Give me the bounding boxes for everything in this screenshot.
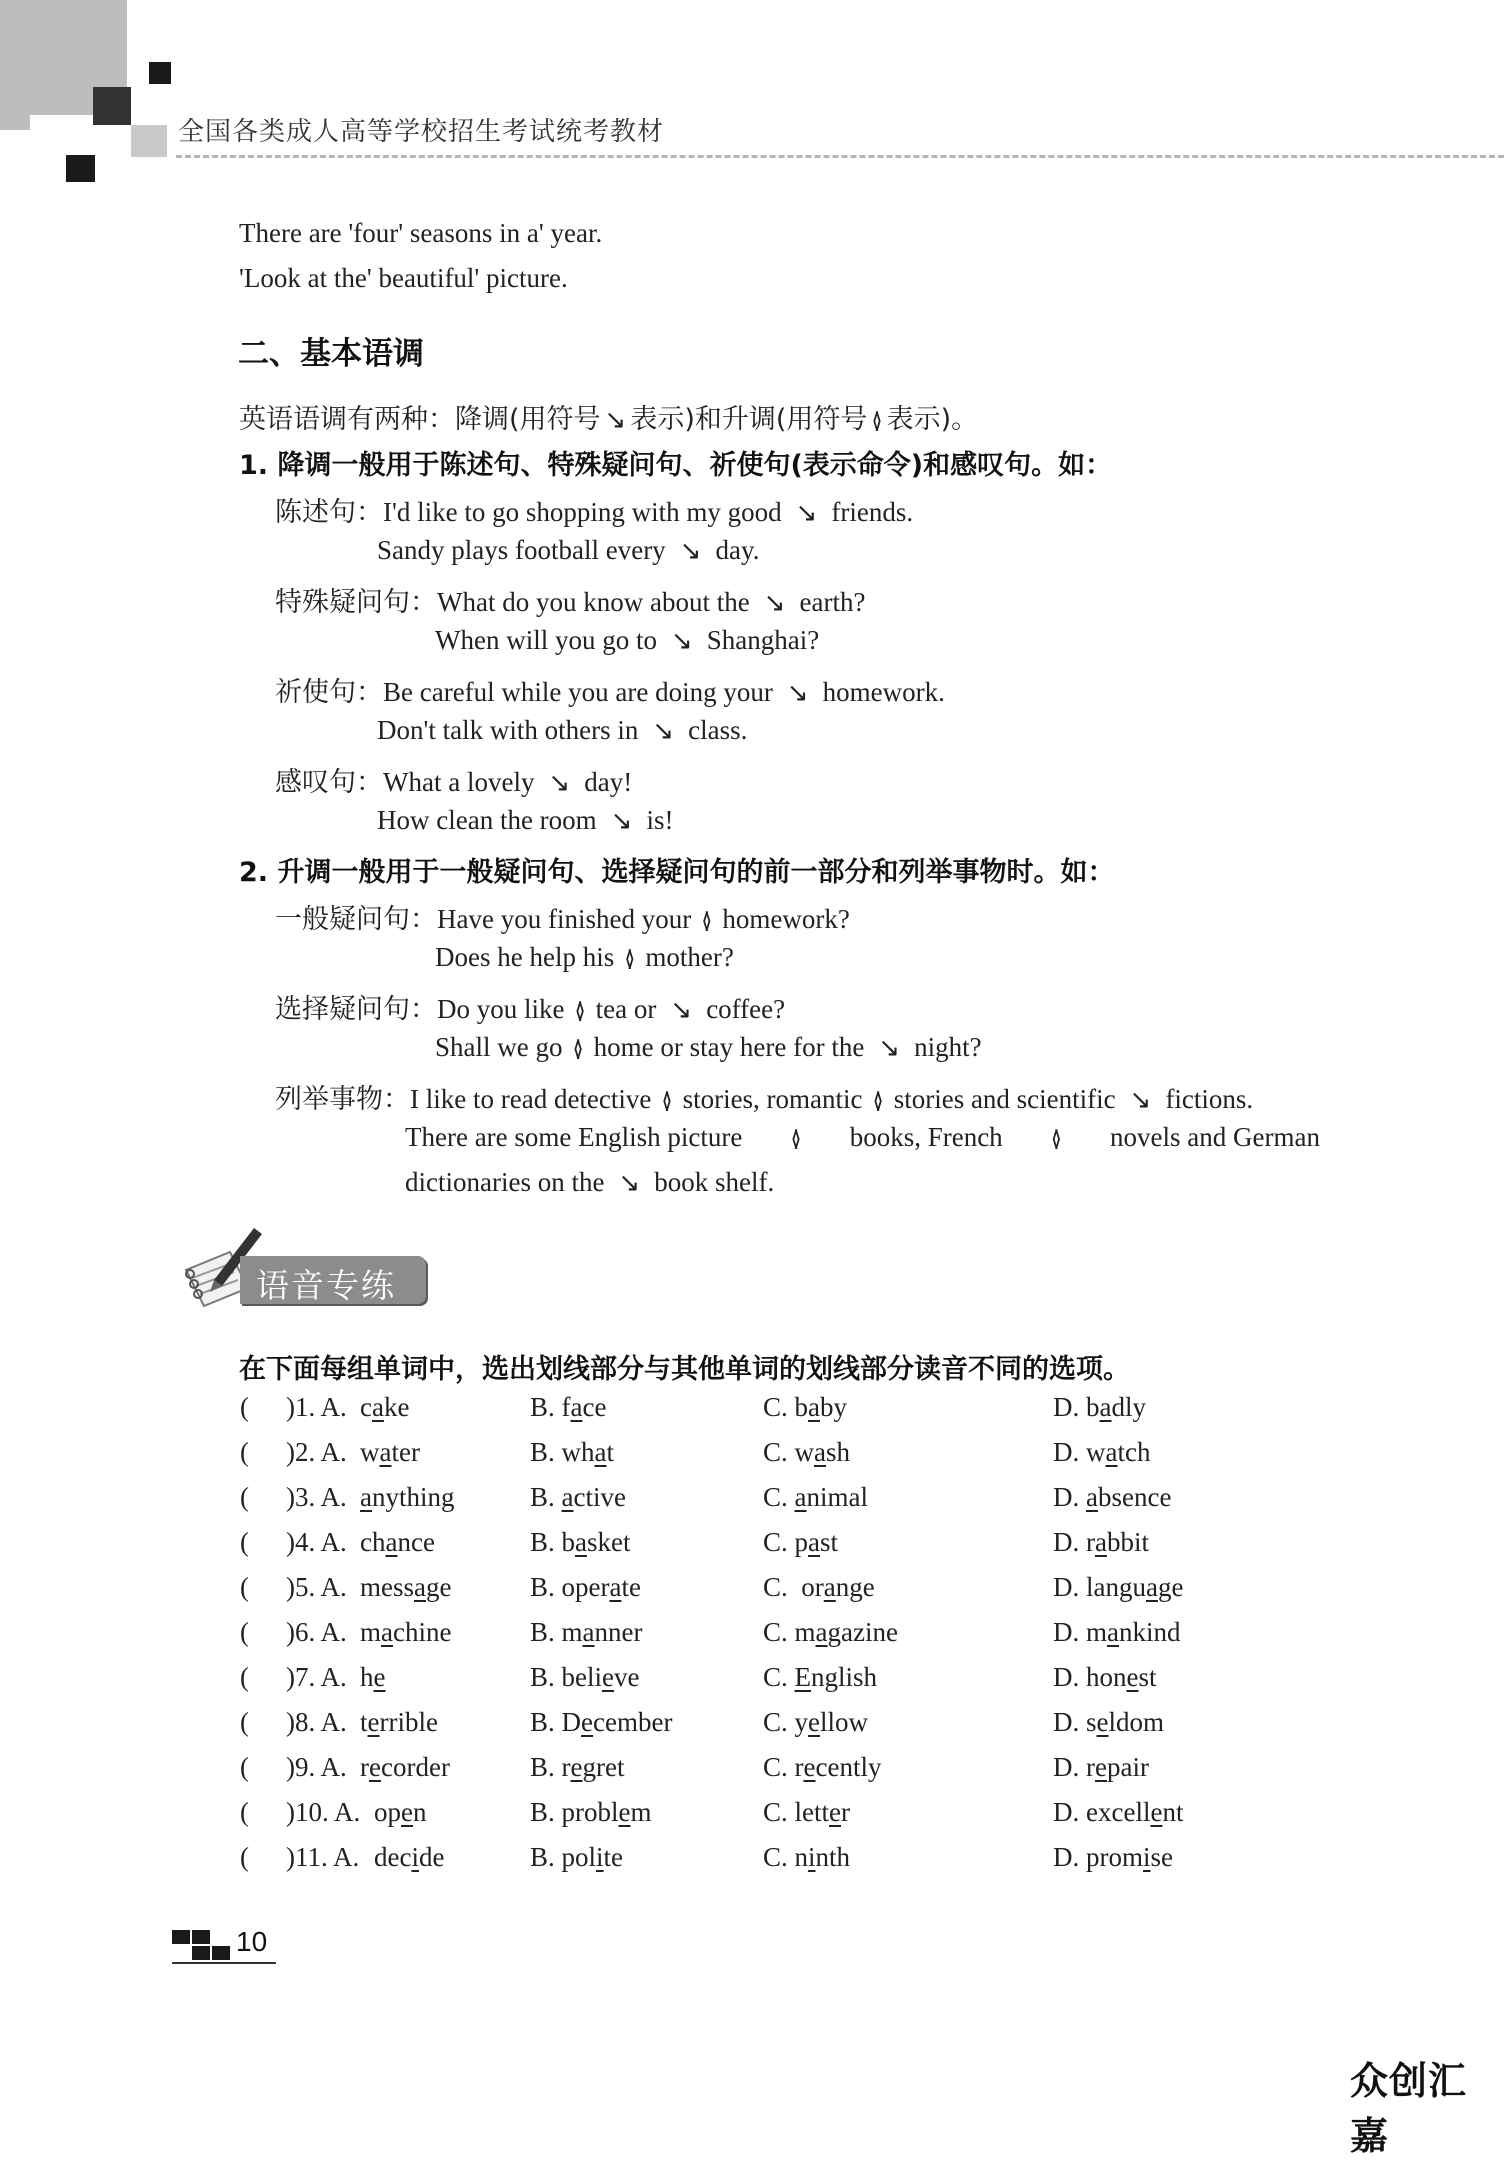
option-a[interactable] bbox=[360, 1662, 385, 1693]
option-text: D. b bbox=[1053, 1392, 1100, 1422]
option-c[interactable] bbox=[763, 1527, 838, 1558]
option-text: D. w bbox=[1053, 1437, 1106, 1467]
option-text: D. r bbox=[1053, 1527, 1095, 1557]
underlined-letter: E bbox=[794, 1662, 812, 1692]
option-text: B. bbox=[530, 1482, 562, 1512]
underlined-letter: a bbox=[1086, 1482, 1098, 1512]
header-title: 全国各类成人高等学校招生考试统考教材 bbox=[178, 117, 665, 147]
fall-arrow-icon: ↘ bbox=[618, 1168, 641, 1198]
option-text: bsence bbox=[1097, 1482, 1172, 1512]
option-b[interactable] bbox=[530, 1437, 614, 1468]
option-text: C. bbox=[763, 1482, 795, 1512]
option-text: st bbox=[1138, 1662, 1157, 1692]
option-b[interactable] bbox=[530, 1662, 639, 1693]
question-number: )6. A. bbox=[286, 1617, 347, 1647]
answer-blank[interactable]: ( bbox=[240, 1392, 249, 1422]
underlined-letter: a bbox=[594, 1437, 607, 1467]
practice-badge-label: 语音专练 bbox=[256, 1266, 396, 1305]
answer-blank[interactable]: ( bbox=[240, 1842, 249, 1872]
underlined-letter: a bbox=[582, 1617, 595, 1647]
option-b[interactable] bbox=[530, 1392, 606, 1423]
underlined-letter: a bbox=[808, 1392, 820, 1422]
option-text: nything bbox=[371, 1482, 455, 1512]
fall-example-8: How clean the room ↘ is! bbox=[377, 805, 674, 836]
underlined-letter: e bbox=[570, 1752, 583, 1782]
answer-blank[interactable]: ( bbox=[240, 1527, 249, 1557]
option-text: nge bbox=[835, 1572, 875, 1602]
option-a[interactable] bbox=[374, 1797, 426, 1828]
answer-blank[interactable]: ( bbox=[240, 1752, 249, 1782]
option-text: st bbox=[820, 1527, 839, 1557]
option-c[interactable] bbox=[763, 1752, 881, 1783]
rise-list-2: There are some English picture ⟨⟩ books, French ⟨⟩ novels and German bbox=[405, 1122, 1320, 1152]
rise-tone-icon: ⟨⟩ bbox=[701, 909, 707, 934]
option-text: op bbox=[374, 1797, 401, 1827]
fall-arrow-icon: ↘ bbox=[786, 678, 809, 708]
fall-arrow-icon: ↘ bbox=[878, 1033, 901, 1063]
option-text: t bbox=[606, 1437, 615, 1467]
option-a[interactable] bbox=[360, 1482, 455, 1513]
option-text: r bbox=[840, 1797, 850, 1827]
rise-tone-icon: ⟨⟩ bbox=[574, 999, 580, 1024]
underlined-letter: a bbox=[381, 1617, 393, 1647]
option-text: ge bbox=[425, 1572, 452, 1602]
option-a[interactable] bbox=[374, 1842, 444, 1873]
option-c[interactable] bbox=[763, 1707, 868, 1738]
question-number: )10. A. bbox=[286, 1797, 361, 1827]
practice-badge bbox=[178, 1222, 433, 1312]
corner-gray-block-2 bbox=[0, 115, 30, 130]
fall-arrow-icon: ↘ bbox=[795, 498, 818, 528]
fall-example-2: Sandy plays football every ↘ day. bbox=[377, 535, 760, 566]
question-number: )8. A. bbox=[286, 1707, 347, 1737]
option-text: t bbox=[360, 1707, 368, 1737]
underlined-letter: a bbox=[814, 1437, 826, 1467]
option-text: C. bbox=[763, 1662, 795, 1692]
option-text: cently bbox=[815, 1752, 882, 1782]
option-text: cember bbox=[593, 1707, 673, 1737]
option-c[interactable] bbox=[763, 1572, 875, 1603]
option-text: B. D bbox=[530, 1707, 582, 1737]
option-text: de bbox=[418, 1842, 445, 1872]
option-b[interactable] bbox=[530, 1797, 652, 1828]
underlined-letter: e bbox=[401, 1797, 413, 1827]
option-text: mess bbox=[360, 1572, 414, 1602]
fall-example-3: 特殊疑问句：What do you know about the ↘ earth? bbox=[275, 587, 866, 618]
option-a[interactable] bbox=[360, 1617, 451, 1648]
option-d[interactable] bbox=[1053, 1707, 1164, 1738]
fall-example-7: 感叹句：What a lovely ↘ day! bbox=[275, 767, 633, 798]
option-text: B. f bbox=[530, 1392, 571, 1422]
option-b[interactable] bbox=[530, 1617, 642, 1648]
option-text: C. w bbox=[763, 1437, 815, 1467]
option-text: gret bbox=[582, 1752, 625, 1782]
option-text: w bbox=[360, 1437, 380, 1467]
answer-blank[interactable]: ( bbox=[240, 1572, 249, 1602]
option-text: B. m bbox=[530, 1617, 583, 1647]
option-b[interactable] bbox=[530, 1572, 641, 1603]
option-text: by bbox=[820, 1392, 847, 1422]
fall-arrow-icon: ↘ bbox=[679, 536, 702, 566]
option-text: nkind bbox=[1118, 1617, 1181, 1647]
question-number: )5. A. bbox=[286, 1572, 347, 1602]
option-text: B. b bbox=[530, 1527, 576, 1557]
option-text: pair bbox=[1106, 1752, 1149, 1782]
underlined-letter: i bbox=[411, 1842, 419, 1872]
option-text: nce bbox=[397, 1527, 435, 1557]
option-text: B. pol bbox=[530, 1842, 597, 1872]
option-text: C. p bbox=[763, 1527, 809, 1557]
underlined-letter: e bbox=[618, 1797, 631, 1827]
fall-arrow-icon: ↘ bbox=[670, 995, 693, 1025]
question-number: )1. A. bbox=[286, 1392, 347, 1422]
answer-blank[interactable]: ( bbox=[240, 1662, 249, 1692]
answer-blank[interactable]: ( bbox=[240, 1707, 249, 1737]
option-text: m bbox=[630, 1797, 652, 1827]
underlined-letter: e bbox=[602, 1662, 614, 1692]
option-c[interactable] bbox=[763, 1662, 877, 1693]
option-text: nglish bbox=[811, 1662, 878, 1692]
option-text: D. s bbox=[1053, 1707, 1097, 1737]
fall-arrow-icon: ↘ bbox=[652, 716, 675, 746]
option-text: D. hon bbox=[1053, 1662, 1127, 1692]
option-text: ch bbox=[360, 1527, 386, 1557]
option-c[interactable] bbox=[763, 1797, 850, 1828]
underlined-letter: a bbox=[1145, 1572, 1158, 1602]
fall-arrow-icon: ↘ bbox=[1129, 1085, 1152, 1115]
option-text: ke bbox=[383, 1392, 410, 1422]
option-a[interactable] bbox=[360, 1437, 420, 1468]
underlined-letter: e bbox=[1150, 1797, 1163, 1827]
rise-general-2: Does he help his ⟨⟩ mother? bbox=[435, 942, 734, 972]
option-text: D. prom bbox=[1053, 1842, 1143, 1872]
option-text: nner bbox=[594, 1617, 643, 1647]
rise-tone-icon: ⟨⟩ bbox=[1050, 1127, 1056, 1152]
answer-blank[interactable]: ( bbox=[240, 1797, 249, 1827]
option-d[interactable] bbox=[1053, 1527, 1149, 1558]
underlined-letter: a bbox=[1099, 1392, 1112, 1422]
underlined-letter: a bbox=[808, 1527, 820, 1557]
option-text: B. probl bbox=[530, 1797, 619, 1827]
answer-blank[interactable]: ( bbox=[240, 1437, 249, 1467]
option-text: ldom bbox=[1108, 1707, 1165, 1737]
option-text: B. r bbox=[530, 1752, 571, 1782]
rise-tone-icon: ⟨⟩ bbox=[790, 1127, 796, 1152]
option-b[interactable] bbox=[530, 1482, 626, 1513]
option-text: C. r bbox=[763, 1752, 804, 1782]
question-number: )2. A. bbox=[286, 1437, 347, 1467]
rise-tone-icon: ⟨⟩ bbox=[572, 1037, 578, 1062]
option-d[interactable] bbox=[1053, 1617, 1181, 1648]
fall-example-1: 陈述句：I'd like to go shopping with my good ↘ friends. bbox=[275, 497, 914, 528]
question-number: )3. A. bbox=[286, 1482, 347, 1512]
section-heading: 二、基本语调 bbox=[238, 336, 424, 372]
underlined-letter: e bbox=[369, 1752, 381, 1782]
underlined-letter: a bbox=[794, 1482, 807, 1512]
underlined-letter: e bbox=[367, 1707, 380, 1737]
question-number: )4. A. bbox=[286, 1527, 347, 1557]
option-text: nt bbox=[1162, 1797, 1184, 1827]
option-b[interactable] bbox=[530, 1527, 631, 1558]
option-text: B. oper bbox=[530, 1572, 610, 1602]
deco-square bbox=[66, 155, 95, 182]
option-text: sh bbox=[826, 1437, 851, 1467]
rise-tone-icon: ⟨⟩ bbox=[624, 947, 630, 972]
option-text: rrible bbox=[379, 1707, 438, 1737]
option-d[interactable] bbox=[1053, 1662, 1157, 1693]
option-text: C. y bbox=[763, 1707, 809, 1737]
option-text: dly bbox=[1111, 1392, 1146, 1422]
rise-list-3: dictionaries on the ↘ book shelf. bbox=[405, 1167, 775, 1198]
underlined-letter: a bbox=[385, 1527, 398, 1557]
underlined-letter: i bbox=[1143, 1842, 1151, 1872]
option-text: tch bbox=[1117, 1437, 1151, 1467]
option-c[interactable] bbox=[763, 1617, 898, 1648]
deco-square bbox=[93, 87, 131, 125]
fall-example-6: Don't talk with others in ↘ class. bbox=[377, 715, 748, 746]
point-1: 1. 降调一般用于陈述句、特殊疑问句、祈使句(表示命令)和感叹句。如： bbox=[239, 450, 1113, 481]
option-text: m bbox=[360, 1617, 382, 1647]
option-c[interactable] bbox=[763, 1392, 847, 1423]
option-text: nth bbox=[815, 1842, 851, 1872]
underlined-letter: i bbox=[596, 1842, 604, 1872]
underlined-letter: e bbox=[581, 1707, 593, 1737]
rise-tone-icon: ⟨⟩ bbox=[872, 1089, 878, 1114]
rise-general-1: 一般疑问句：Have you finished your ⟨⟩ homework? bbox=[275, 904, 850, 935]
option-text: te bbox=[603, 1842, 624, 1872]
question-number: )7. A. bbox=[286, 1662, 347, 1692]
option-text: D. m bbox=[1053, 1617, 1107, 1647]
option-text: B. beli bbox=[530, 1662, 602, 1692]
deco-square bbox=[131, 125, 167, 157]
underlined-letter: e bbox=[373, 1662, 386, 1692]
underlined-letter: a bbox=[1107, 1617, 1119, 1647]
intonation-intro: 英语语调有两种：降调(用符号 ↘ 表示)和升调(用符号 ⟨⟩ 表示)。 bbox=[239, 404, 979, 435]
question-number: )9. A. bbox=[286, 1752, 347, 1782]
option-text: c bbox=[360, 1392, 372, 1422]
underlined-letter: i bbox=[808, 1842, 816, 1872]
option-d[interactable] bbox=[1053, 1482, 1171, 1513]
option-d[interactable] bbox=[1053, 1842, 1173, 1873]
underlined-letter: a bbox=[570, 1392, 583, 1422]
answer-blank[interactable]: ( bbox=[240, 1617, 249, 1647]
option-text: se bbox=[1150, 1842, 1174, 1872]
underlined-letter: e bbox=[1126, 1662, 1139, 1692]
option-text: r bbox=[360, 1752, 369, 1782]
option-text: llow bbox=[820, 1707, 869, 1737]
underlined-letter: e bbox=[1095, 1752, 1107, 1782]
rise-choice-1: 选择疑问句：Do you like ⟨⟩ tea or ↘ coffee? bbox=[275, 994, 786, 1025]
option-text: h bbox=[360, 1662, 374, 1692]
watermark: 众创汇嘉 bbox=[1350, 2059, 1468, 2158]
underlined-letter: e bbox=[1096, 1707, 1109, 1737]
option-c[interactable] bbox=[763, 1842, 850, 1873]
rise-list-1: 列举事物：I like to read detective ⟨⟩ stories, romantic ⟨⟩ stories and scientific ↘ fictions. bbox=[275, 1084, 1254, 1115]
fall-arrow-icon: ↘ bbox=[670, 626, 693, 656]
option-text: dec bbox=[374, 1842, 412, 1872]
option-text: C. b bbox=[763, 1392, 809, 1422]
rise-choice-2: Shall we go ⟨⟩ home or stay here for the ↘ night? bbox=[435, 1032, 982, 1063]
answer-blank[interactable]: ( bbox=[240, 1482, 249, 1512]
underlined-letter: e bbox=[829, 1797, 841, 1827]
option-d[interactable] bbox=[1053, 1572, 1183, 1603]
underlined-letter: a bbox=[609, 1572, 622, 1602]
option-text: bbit bbox=[1106, 1527, 1149, 1557]
underlined-letter: a bbox=[561, 1482, 574, 1512]
option-c[interactable] bbox=[763, 1482, 868, 1513]
option-a[interactable] bbox=[360, 1527, 435, 1558]
header-dashed-rule bbox=[176, 155, 1504, 158]
fall-example-4: When will you go to ↘ Shanghai? bbox=[435, 625, 820, 656]
rise-tone-icon: ⟨⟩ bbox=[871, 409, 877, 434]
option-a[interactable] bbox=[360, 1392, 409, 1423]
option-a[interactable] bbox=[360, 1707, 438, 1738]
option-text: D. langu bbox=[1053, 1572, 1146, 1602]
underlined-letter: a bbox=[815, 1617, 828, 1647]
underlined-letter: a bbox=[823, 1572, 836, 1602]
rise-tone-icon: ⟨⟩ bbox=[661, 1089, 667, 1114]
option-d[interactable] bbox=[1053, 1752, 1149, 1783]
underlined-letter: a bbox=[1095, 1527, 1107, 1557]
option-d[interactable] bbox=[1053, 1392, 1146, 1423]
option-text: n bbox=[412, 1797, 427, 1827]
fall-arrow-icon: ↘ bbox=[610, 806, 633, 836]
option-d[interactable] bbox=[1053, 1797, 1183, 1828]
deco-square bbox=[149, 62, 171, 84]
underlined-letter: a bbox=[379, 1437, 392, 1467]
question-number: )11. A. bbox=[286, 1842, 360, 1872]
footer-rule bbox=[172, 1962, 276, 1964]
option-b[interactable] bbox=[530, 1752, 624, 1783]
point-2: 2. 升调一般用于一般疑问句、选择疑问句的前一部分和列举事物时。如： bbox=[239, 857, 1115, 888]
option-text: te bbox=[621, 1572, 641, 1602]
option-text: D. bbox=[1053, 1482, 1086, 1512]
practice-instruction: 在下面每组单词中，选出划线部分与其他单词的划线部分读音不同的选项。 bbox=[239, 1354, 1130, 1385]
option-text: ce bbox=[582, 1392, 607, 1422]
option-a[interactable] bbox=[360, 1752, 450, 1783]
underlined-letter: e bbox=[808, 1707, 820, 1737]
page-number: 10 bbox=[236, 1926, 268, 1957]
option-text: ge bbox=[1157, 1572, 1184, 1602]
underlined-letter: a bbox=[1105, 1437, 1118, 1467]
option-text: nimal bbox=[806, 1482, 868, 1512]
option-text: gazine bbox=[827, 1617, 898, 1647]
fall-arrow-icon: ↘ bbox=[548, 768, 571, 798]
underlined-letter: a bbox=[414, 1572, 426, 1602]
underlined-letter: a bbox=[371, 1392, 384, 1422]
option-b[interactable] bbox=[530, 1707, 672, 1738]
option-text: D. r bbox=[1053, 1752, 1095, 1782]
intro-line-2: 'Look at the' beautiful' picture. bbox=[239, 263, 568, 293]
option-c[interactable] bbox=[763, 1437, 850, 1468]
underlined-letter: a bbox=[575, 1527, 587, 1557]
option-text: C. m bbox=[763, 1617, 816, 1647]
fall-example-5: 祈使句：Be careful while you are doing your ↘ homework. bbox=[275, 677, 945, 708]
intro-line-1: There are 'four' seasons in a' year. bbox=[239, 218, 603, 248]
option-a[interactable] bbox=[360, 1572, 451, 1603]
fall-arrow-icon: ↘ bbox=[604, 405, 627, 435]
option-d[interactable] bbox=[1053, 1437, 1150, 1468]
option-text: ve bbox=[613, 1662, 640, 1692]
option-text: C. or bbox=[763, 1572, 824, 1602]
option-text: B. wh bbox=[530, 1437, 595, 1467]
option-text: D. excell bbox=[1053, 1797, 1151, 1827]
option-text: ctive bbox=[573, 1482, 626, 1512]
underlined-letter: e bbox=[803, 1752, 816, 1782]
option-text: sket bbox=[587, 1527, 631, 1557]
underlined-letter: a bbox=[360, 1482, 372, 1512]
option-text: C. n bbox=[763, 1842, 809, 1872]
option-text: C. lett bbox=[763, 1797, 829, 1827]
option-b[interactable] bbox=[530, 1842, 623, 1873]
option-text: chine bbox=[393, 1617, 452, 1647]
option-text: corder bbox=[380, 1752, 450, 1782]
option-text: ter bbox=[391, 1437, 420, 1467]
fall-arrow-icon: ↘ bbox=[763, 588, 786, 618]
